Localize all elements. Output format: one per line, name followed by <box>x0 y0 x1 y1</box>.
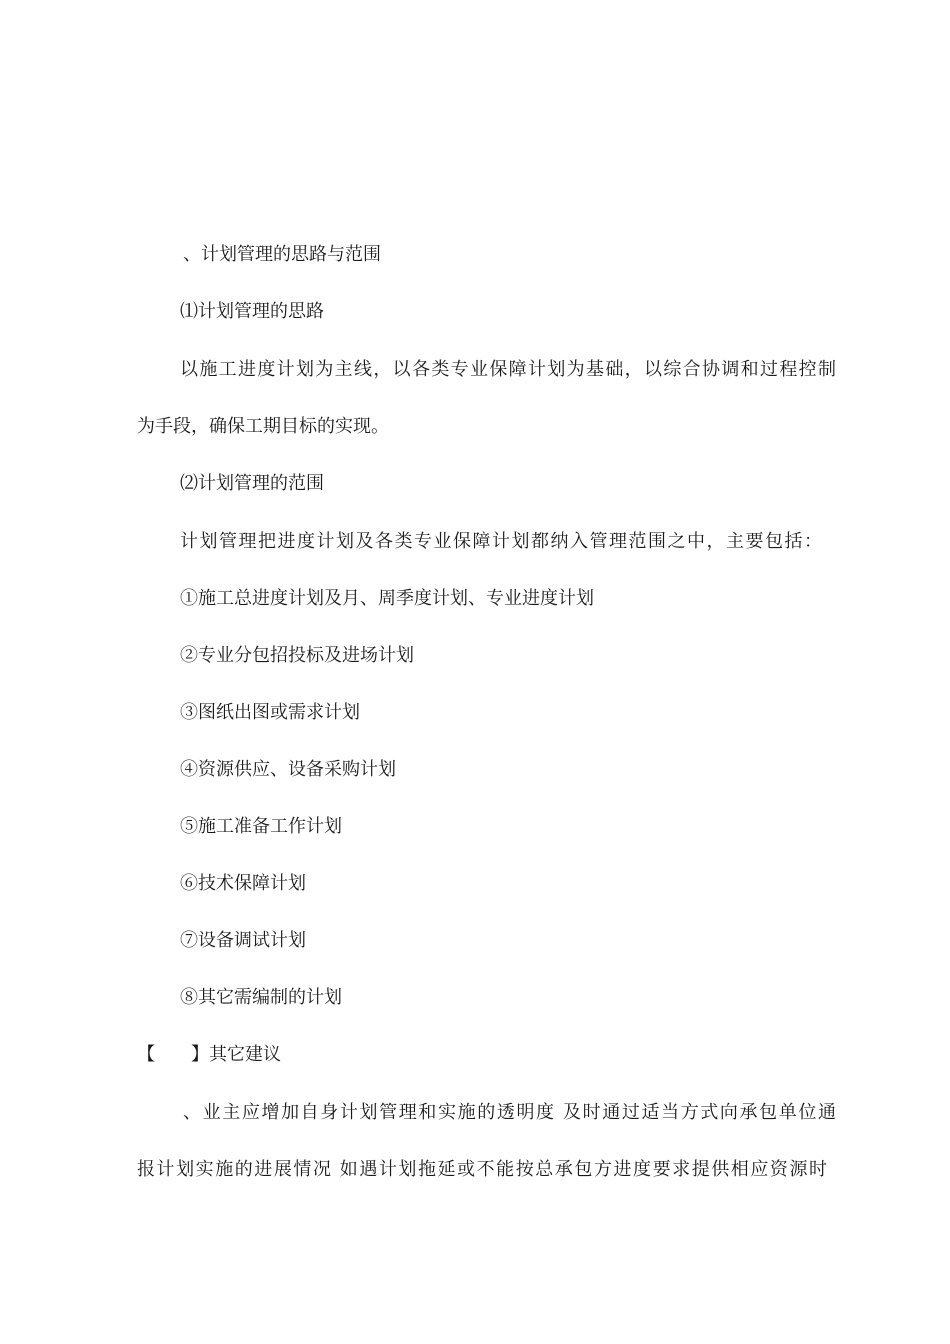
paragraph-line: 报计划实施的进展情况 如遇计划拖延或不能按总承包方进度要求提供相应资源时 <box>137 1159 827 1180</box>
list-item: ⑦设备调试计划 <box>180 930 306 951</box>
list-item: ①施工总进度计划及月、周季度计划、专业进度计划 <box>180 588 594 609</box>
sub-heading-approach: ⑴计划管理的思路 <box>180 301 324 322</box>
sub-heading-scope: ⑵计划管理的范围 <box>180 473 324 494</box>
section-heading: 、计划管理的思路与范围 <box>183 244 381 265</box>
scope-intro: 计划管理把进度计划及各类专业保障计划都纳入管理范围之中，主要包括： <box>180 531 822 552</box>
other-suggestions-heading: 【 】其它建议 <box>137 1044 281 1065</box>
paragraph-line: 以施工进度计划为主线，以各类专业保障计划为基础，以综合协调和过程控制 <box>180 359 836 380</box>
list-item: ④资源供应、设备采购计划 <box>180 759 396 780</box>
list-item: ⑧其它需编制的计划 <box>180 987 342 1008</box>
list-item: ⑥技术保障计划 <box>180 873 306 894</box>
paragraph-line: 为手段，确保工期目标的实现。 <box>137 416 389 437</box>
list-item: ②专业分包招投标及进场计划 <box>180 645 414 666</box>
list-item: ③图纸出图或需求计划 <box>180 702 360 723</box>
paragraph-line: 、业主应增加自身计划管理和实施的透明度 及时通过适当方式向承包单位通 <box>183 1102 836 1123</box>
list-item: ⑤施工准备工作计划 <box>180 816 342 837</box>
